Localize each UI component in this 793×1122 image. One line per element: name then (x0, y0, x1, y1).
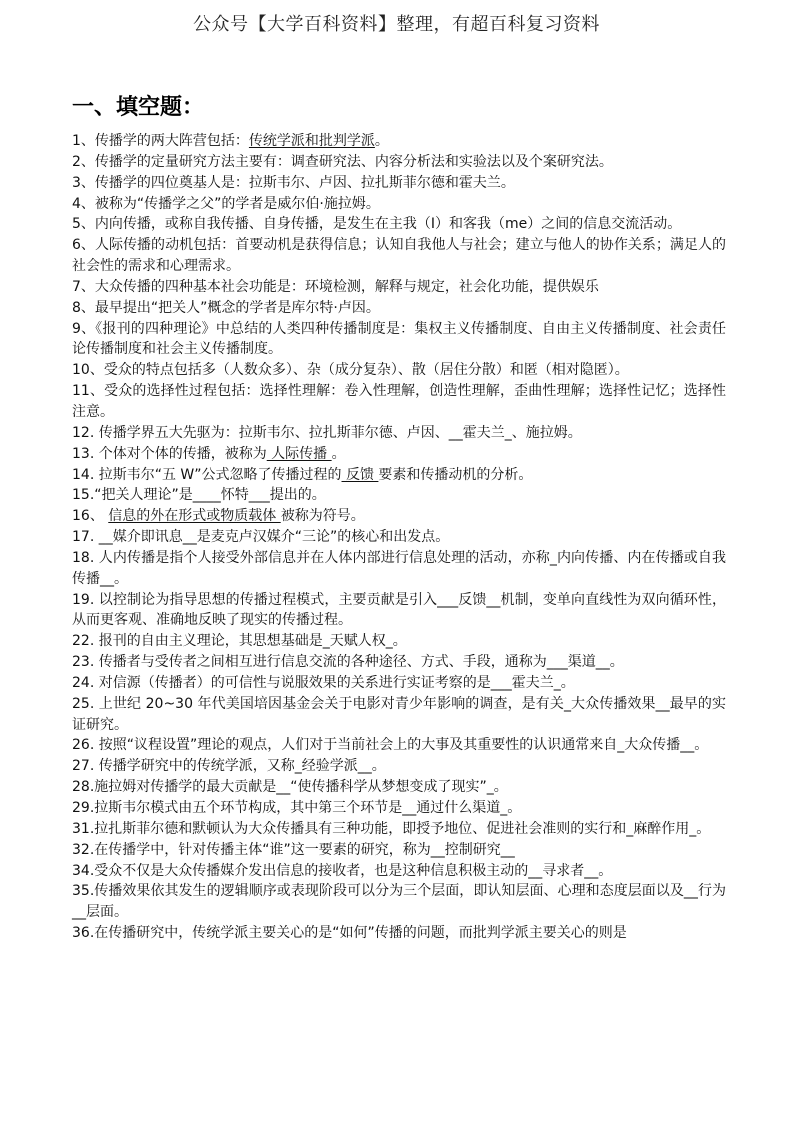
question-item (72, 173, 726, 194)
question-item (72, 881, 726, 923)
question-text: 23. 传播者与受传者之间相互进行信息交流的各种途径、方式、手段，通称为___渠道__。 (72, 654, 624, 671)
question-text: 34.受众不仅是大众传播媒介发出信息的接收者，也是这种信息积极主动的__寻求者__。 (72, 862, 613, 879)
question-item (72, 319, 726, 361)
question-text: 26. 按照“议程设置”理论的观点，人们对于当前社会上的大事及其重要性的认识通常来自_大众传播__。 (72, 737, 709, 754)
question-text: 7、大众传播的四种基本社会功能是：环境检测，解释与规定，社会化功能，提供娱乐 (72, 278, 599, 295)
question-item (72, 735, 726, 756)
question-text: 2、传播学的定量研究方法主要有：调查研究法、内容分析法和实验法以及个案研究法。 (72, 153, 613, 170)
question-text: 4、被称为“传播学之父”的学者是威尔伯·施拉姆。 (72, 195, 380, 212)
question-text: 29.拉斯韦尔模式由五个环节构成，其中第三个环节是__通过什么渠道_。 (72, 800, 522, 816)
question-item (72, 423, 726, 444)
question-text: 32.在传播学中，针对传播主体“谁”这一要素的研究，称为__控制研究__ (72, 841, 515, 858)
question-item (72, 819, 726, 840)
question-text: 6、人际传播的动机包括：首要动机是获得信息；认知自我他人与社会；建立与他人的协作关系；满足人的社会性的需求和心理需求。 (72, 237, 726, 275)
question-item (72, 194, 726, 215)
question-item (72, 548, 726, 590)
question-text: 27. 传播学研究中的传统学派，又称_经验学派__。 (72, 758, 386, 775)
answer-underlined: 传统学派和批判学派 (248, 133, 375, 149)
question-item (72, 923, 726, 944)
question-item (72, 381, 726, 423)
question-item (72, 277, 726, 298)
question-text: 12. 传播学界五大先驱为：拉斯韦尔、拉扎斯菲尔德、卢因、__霍夫兰_、施拉姆。 (72, 424, 582, 441)
question-text: 17. __媒介即讯息__是麦克卢汉媒介“三论”的核心和出发点。 (72, 529, 450, 546)
question-item (72, 652, 726, 673)
section-title: 一、填空题： (72, 95, 205, 120)
question-text: 10、受众的特点包括多（人数众多）、杂（成分复杂）、散（居住分散）和匿（相对隐匿）。 (72, 362, 629, 379)
question-text: 19. 以控制论为指导思想的传播过程模式，主要贡献是引入___反馈__机制，变单向直线性为双向循环性，从而更客观、准确地反映了现实的传播过程。 (72, 591, 726, 629)
answer-underlined: 人际传播 (266, 445, 332, 462)
question-text: 14. 拉斯韦尔“五 W”公式忽略了传播过程的 (72, 466, 342, 483)
question-item (72, 694, 726, 736)
question-text-suffix: 被称为符号。 (280, 508, 365, 525)
question-item (72, 131, 726, 152)
question-item (72, 756, 726, 777)
question-item (72, 444, 726, 465)
question-item (72, 590, 726, 632)
answer-underlined: 反馈 (341, 466, 379, 483)
question-item (72, 673, 726, 694)
question-item (72, 631, 726, 652)
question-text: 5、内向传播，或称自我传播、自身传播，是发生在主我（I）和客我（me）之间的信息交流活动。 (72, 216, 682, 233)
question-text: 8、最早提出“把关人”概念的学者是库尔特·卢因。 (72, 299, 380, 316)
question-text: 36.在传播研究中，传统学派主要关心的是“如何”传播的问题，而批判学派主要关心的则是 (72, 925, 627, 942)
question-text: 31.拉扎斯菲尔德和默顿认为大众传播具有三种功能，即授予地位、促进社会准则的实行和_麻醉作用_。 (72, 820, 711, 837)
question-text: 1、传播学的两大阵营包括： (72, 133, 249, 149)
question-item (72, 861, 726, 882)
question-item (72, 840, 726, 861)
question-text: 35.传播效果依其发生的逻辑顺序或表现阶段可以分为三个层面，即认知层面、心理和态度层面以及__行为__层面。 (72, 883, 726, 921)
question-text: 18. 人内传播是指个人接受外部信息并在人体内部进行信息处理的活动，亦称_内向传播、内在传播或自我传播__。 (72, 549, 726, 587)
question-item (72, 298, 726, 319)
question-text: 16、 (72, 508, 109, 525)
question-item (72, 235, 726, 277)
answer-underlined: 信息的外在形式或物质载体 (108, 508, 281, 525)
question-item (72, 485, 726, 506)
question-item (72, 506, 726, 527)
question-item (72, 152, 726, 173)
question-text: 9、《报刊的四种理论》中总结的人类四种传播制度是：集权主义传播制度、自由主义传播制度、社会责任论传播制度和社会主义传播制度。 (72, 320, 726, 358)
question-item (72, 798, 726, 819)
question-list (72, 131, 726, 944)
question-text-suffix: 要素和传播动机的分析。 (378, 466, 533, 483)
question-text: 24. 对信源（传播者）的可信性与说服效果的关系进行实证考察的是___霍夫兰_。 (72, 674, 575, 691)
question-item (72, 360, 726, 381)
question-item (72, 465, 726, 486)
question-item (72, 214, 726, 235)
question-text: 22. 报刊的自由主义理论，其思想基础是_天赋人权_。 (72, 633, 407, 650)
question-text: 11、受众的选择性过程包括：选择性理解：卷入性理解，创造性理解，歪曲性理解；选择性记忆；选择性注意。 (72, 383, 726, 420)
question-text: 15.“把关人理论”是____怀特___提出的。 (72, 487, 326, 504)
question-text-suffix: 。 (331, 445, 346, 462)
question-text: 3、传播学的四位奠基人是：拉斯韦尔、卢因、拉扎斯菲尔德和霍夫兰。 (72, 174, 515, 191)
question-text-suffix: 。 (374, 133, 389, 149)
question-text: 28.施拉姆对传播学的最大贡献是__“使传播科学从梦想变成了现实”_。 (72, 779, 508, 796)
question-item (72, 777, 726, 798)
page-header: 公众号【大学百科资料】整理，有超百科复习资料 (193, 14, 600, 35)
question-text: 13. 个体对个体的传播，被称为 (72, 445, 267, 462)
question-text: 25. 上世纪 20~30 年代美国培因基金会关于电影对青少年影响的调查，是有关_大众传播效果__最早的实证研究。 (72, 695, 726, 733)
question-item (72, 527, 726, 548)
